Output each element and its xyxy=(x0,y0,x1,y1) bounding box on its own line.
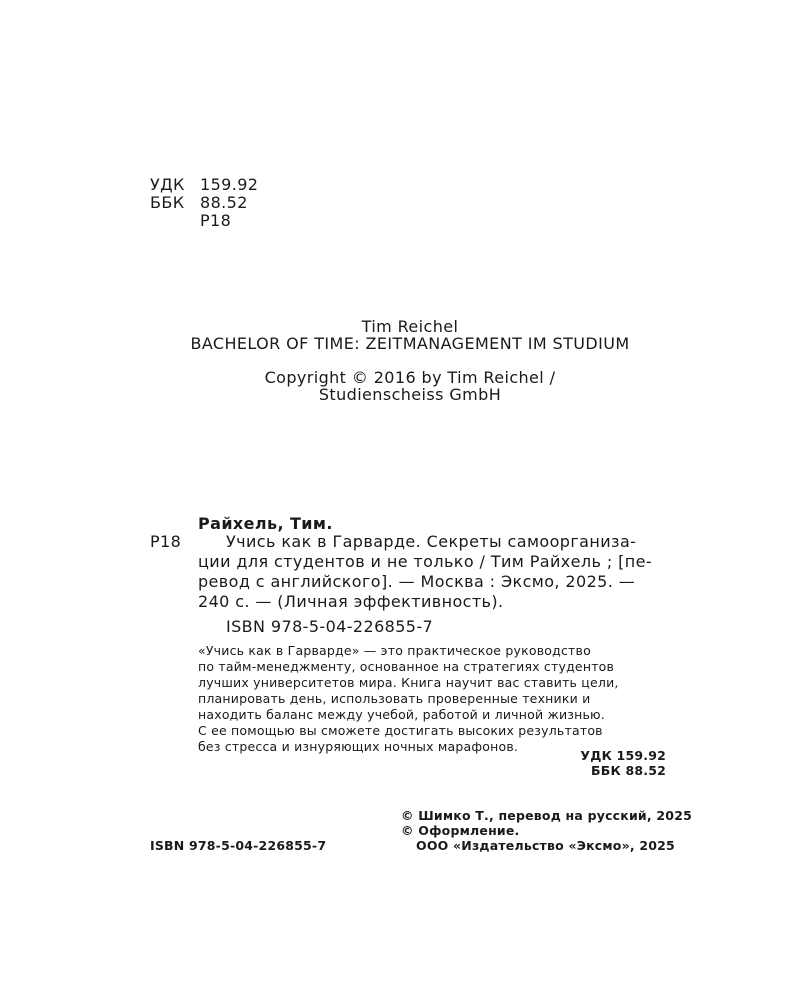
footer-copyright-line: © Оформление. xyxy=(401,823,520,838)
annotation-line: лучших университетов мира. Книга научит вас ставить цели, xyxy=(198,675,619,690)
original-copyright-line-1: Copyright © 2016 by Tim Reichel / xyxy=(264,368,556,387)
original-copyright-line-2: Studienscheiss GmbH xyxy=(318,385,502,404)
udk-label: УДК xyxy=(150,175,185,194)
annotation-line: по тайм-менеджменту, основанное на стратегиях студентов xyxy=(198,659,615,674)
original-author: Tim Reichel xyxy=(361,317,459,336)
udk-value: 159.92 xyxy=(200,175,259,194)
catalog-line: ревод с английского]. — Москва : Эксмо, 2025. — xyxy=(198,572,636,591)
catalog-heading: Райхель, Тим. xyxy=(198,514,333,533)
annotation-line: планировать день, использовать проверенные техники и xyxy=(198,691,591,706)
footer-isbn: ISBN 978-5-04-226855-7 xyxy=(150,838,327,853)
annotation-line: С ее помощью вы сможете достигать высоких результатов xyxy=(198,723,603,738)
bbk-label: ББК xyxy=(150,193,185,212)
catalog-line: Учись как в Гарварде. Секреты самоорганиза- xyxy=(226,532,637,551)
catalog-mark: Р18 xyxy=(150,532,182,551)
annotation-line: находить баланс между учебой, работой и личной жизнью. xyxy=(198,707,605,722)
catalog-udk: УДК 159.92 xyxy=(580,748,666,763)
footer-copyright-line: ООО «Издательство «Эксмо», 2025 xyxy=(416,838,675,853)
author-mark: Р18 xyxy=(200,211,232,230)
annotation-line: без стресса и изнуряющих ночных марафонов. xyxy=(198,739,519,754)
catalog-isbn: ISBN 978-5-04-226855-7 xyxy=(226,617,434,636)
annotation-line: «Учись как в Гарварде» — это практическое руководство xyxy=(198,643,591,658)
footer-copyright-line: © Шимко Т., перевод на русский, 2025 xyxy=(401,808,692,823)
catalog-bbk: ББК 88.52 xyxy=(591,763,666,778)
original-title: BACHELOR OF TIME: ZEITMANAGEMENT IM STUDIUM xyxy=(190,334,630,353)
catalog-line: 240 с. — (Личная эффективность). xyxy=(198,592,504,611)
catalog-line: ции для студентов и не только / Тим Райхель ; [пе- xyxy=(198,552,653,571)
bbk-value: 88.52 xyxy=(200,193,248,212)
